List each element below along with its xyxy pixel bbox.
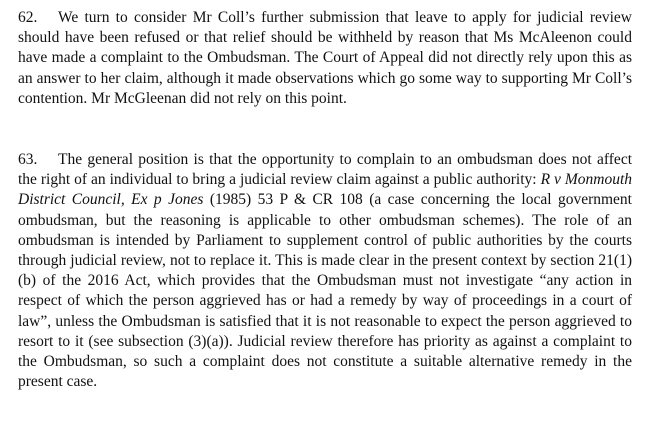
judgment-page xyxy=(18,8,632,392)
paragraph-text: We turn to consider Mr Coll’s further submission that leave to apply for judicial review should have been refused or that relief should be withheld by reason that Ms McAleenon could have made a complaint to the Ombudsman. The Court of Appeal did not directly rely upon this as an answer to her claim, although it made observations which go some way to supporting Mr Coll’s contention. Mr McGleenan did not rely on this point. xyxy=(18,9,632,107)
paragraph-number: 63. xyxy=(18,151,38,169)
paragraph-text-before-case: The general position is that the opportunity to complain to an ombudsman does not affect the right of an individual to bring a judicial review claim against a public authority: xyxy=(18,151,632,189)
paragraph-63 xyxy=(18,150,632,392)
paragraph-text-after-case: (1985) 53 P & CR 108 (a case concerning the local government ombudsman, but the reasoning is applicable to other ombudsman schemes). The role of an ombudsman is intended by Parliament to supplement control of public authorities by the courts through judicial review, not to replace it. This is made clear in the present context by section 21(1)(b) of the 2016 Act, which provides that the Ombudsman must not investigate “any action in respect of which the person aggrieved has or had a remedy by way of proceedings in a court of law”, unless the Ombudsman is satisfied that it is not reasonable to expect the person aggrieved to resort to it (see subsection (3)(a)). Judicial review therefore has priority as against a complaint to the Ombudsman, so such a complaint does not constitute a suitable alternative remedy in the present case. xyxy=(18,191,632,391)
case-citation: R v Monmouth District Council, Ex p Jones xyxy=(18,171,632,209)
paragraph-62 xyxy=(18,8,632,109)
paragraph-number: 62. xyxy=(18,9,38,26)
